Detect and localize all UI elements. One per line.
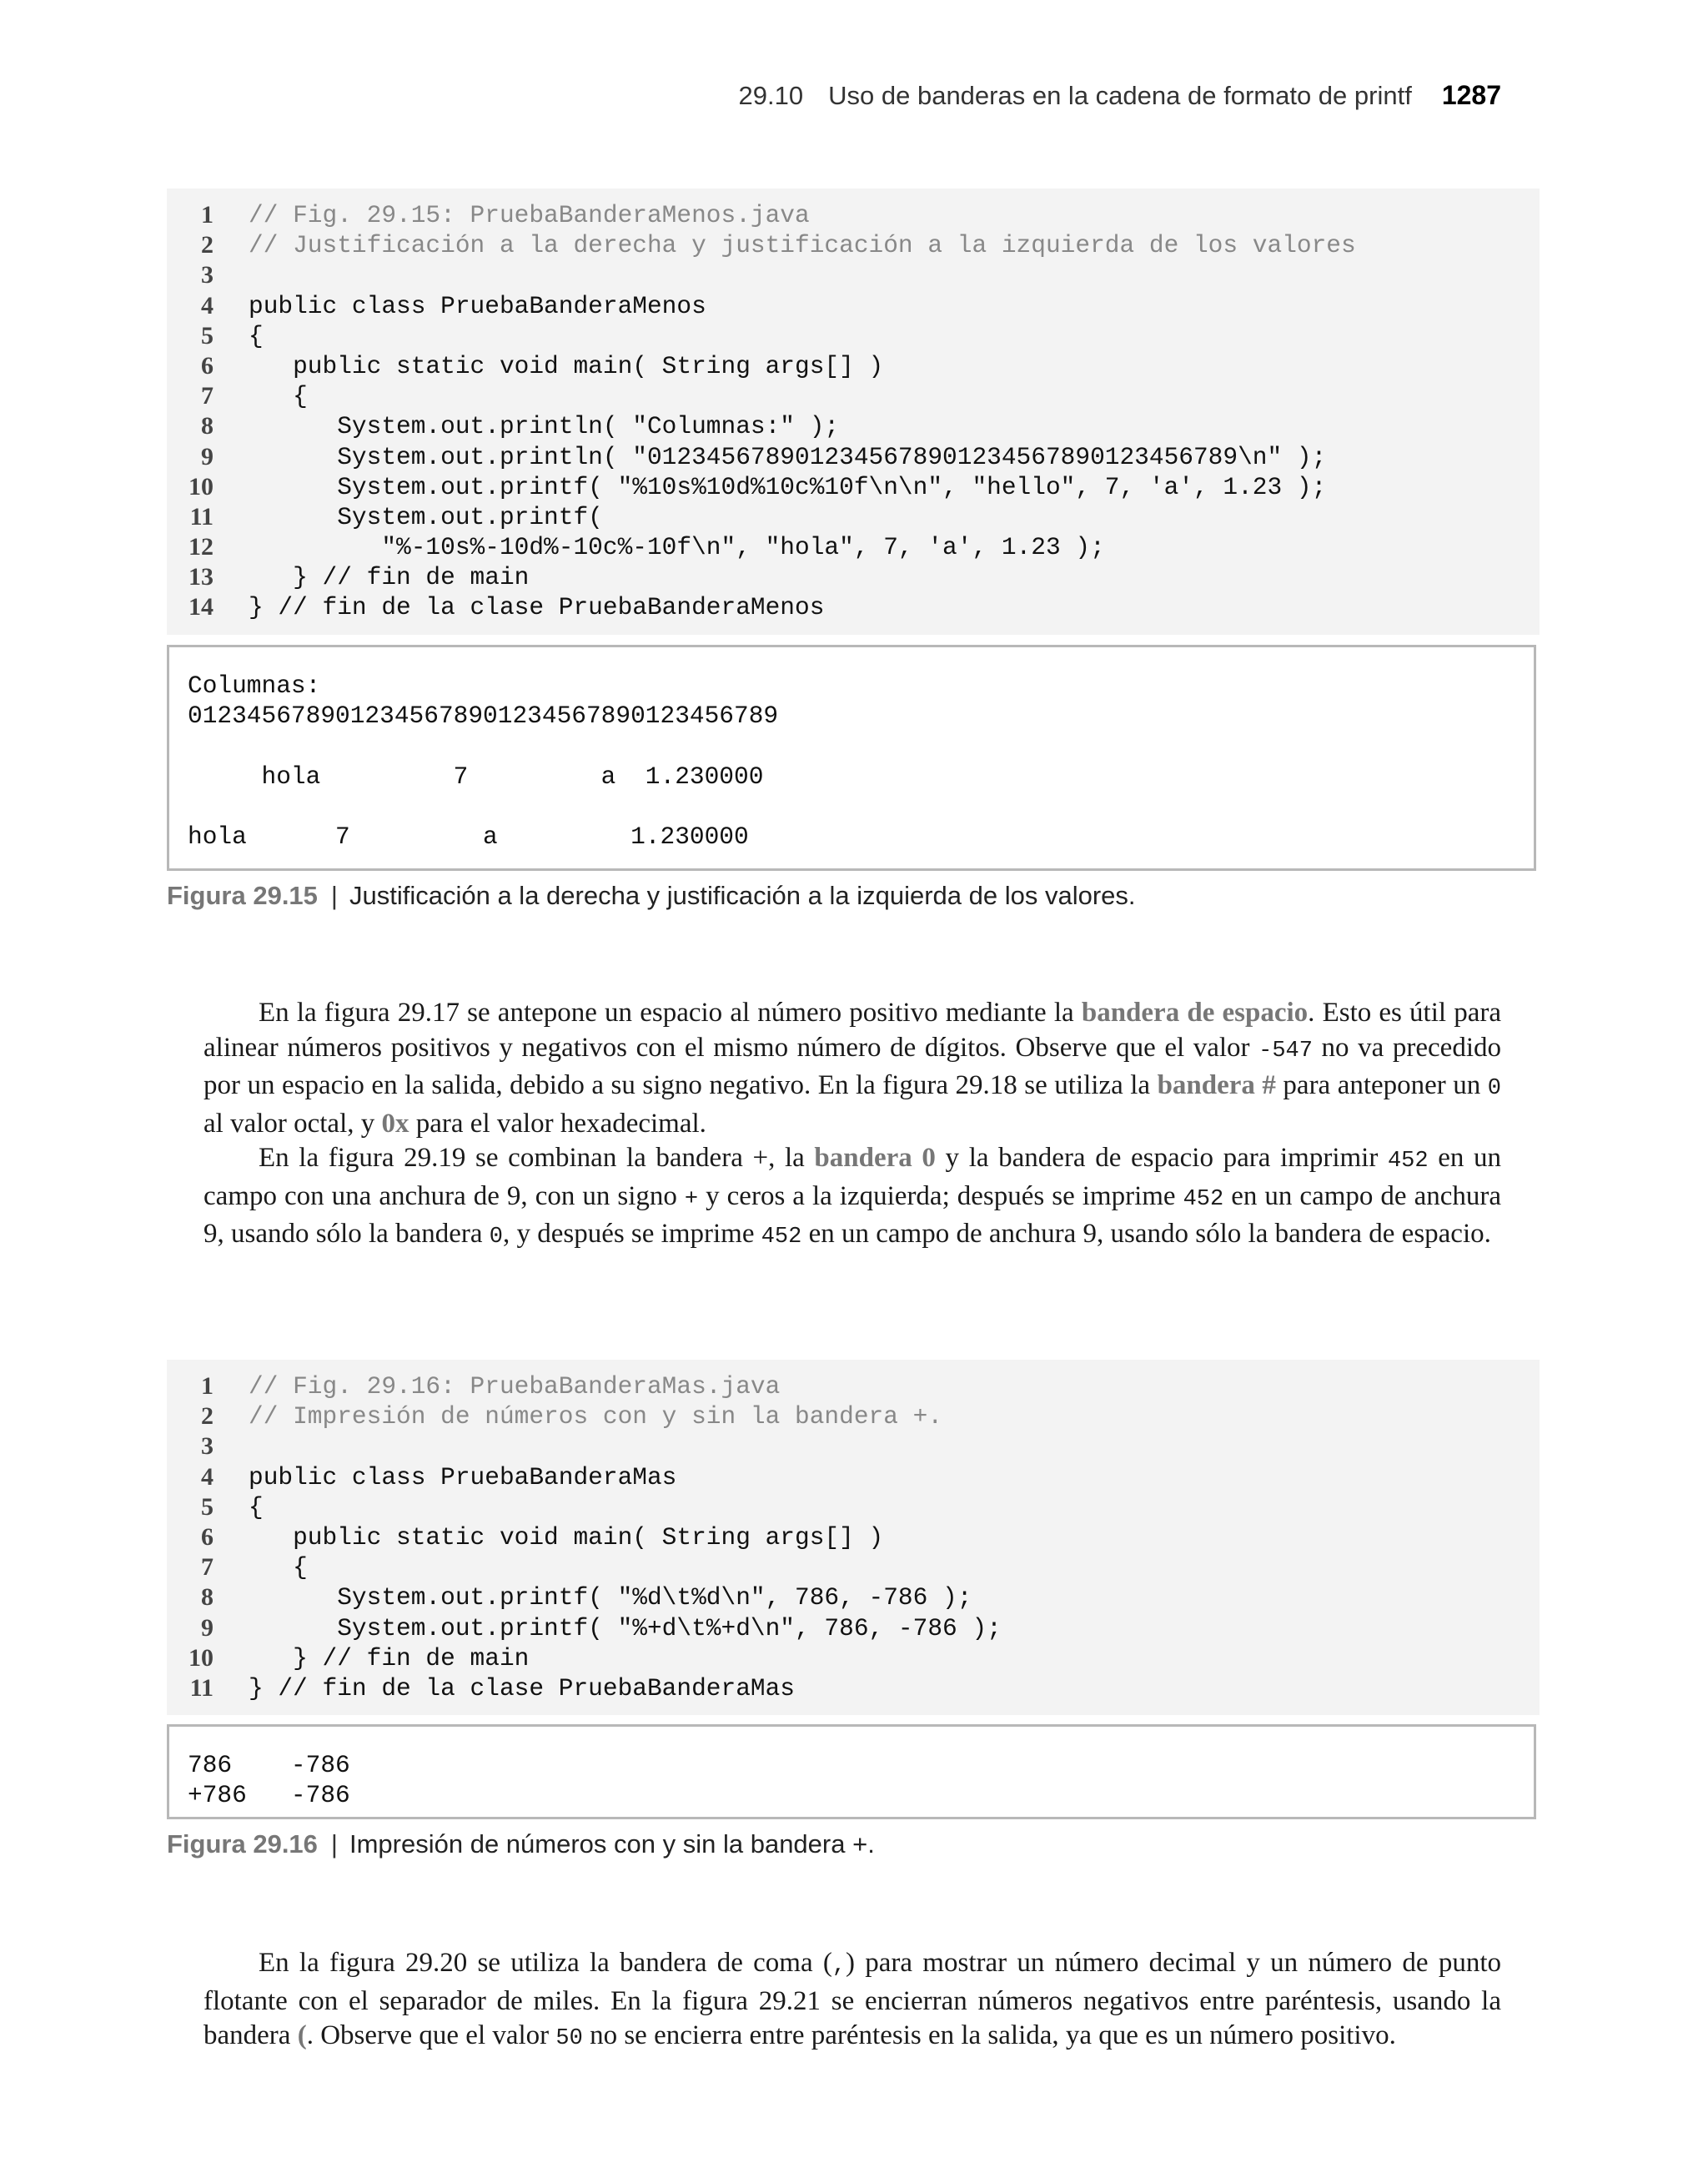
line-number: 11 [189,1673,214,1702]
line-number: 2 [201,231,214,259]
line-number: 10 [188,472,214,500]
paragraph: En la figura 29.19 se combinan la bandera +, la bandera 0 y la bandera de espacio para imprimir 452 en un campo con una anchura de 9, con un signo + y ceros a la izquierda; después se imprime 452 en un campo de anchura 9, usando sólo la bandera 0, y después se imprime 452 en un campo de anchura 9, usando sólo la bandera de espacio. [203,1143,1502,1250]
code-text: "%-10s%-10d%-10c%-10f\n", "hola", 7, 'a', 1.23 ); [249,533,1105,562]
code-text: System.out.printf( "%d\t%d\n", 786, -786 ); [249,1583,972,1612]
code-line [167,1552,1540,1582]
line-number: 1 [201,201,214,229]
code-text: public class PruebaBanderaMas [249,1462,677,1491]
line-number: 9 [201,1613,214,1642]
program-output-fig-29-16: 786 -786 +786 -786 [167,1724,1536,1819]
line-number: 8 [201,412,214,440]
code-line [167,1613,1540,1643]
code-line [167,1462,1540,1492]
code-text: public class PruebaBanderaMenos [249,291,706,320]
paragraph: En la figura 29.20 se utiliza la bandera de coma (,) para mostrar un número decimal y un número de punto flotante con el separador de miles. En la figura 29.21 se encierran números negativos entre paréntesis, usando la bandera (. Observe que el valor 50 no se encierra entre paréntesis en la salida, ya que es un número positivo. [203,1948,1501,2051]
code-line [167,230,1540,260]
line-number: 7 [201,1553,214,1582]
figure-caption-text: Impresión de números con y sin la bandera +. [349,1829,875,1859]
code-line [167,502,1540,532]
code-text: { [249,1492,264,1522]
figure-label: Figura 29.16 [167,1829,318,1859]
code-text: } // fin de main [249,1643,530,1672]
line-number: 14 [188,593,214,621]
code-line [167,381,1540,411]
line-number: 5 [201,1492,214,1521]
code-line [167,351,1540,381]
line-number: 6 [201,351,214,380]
line-number: 2 [201,1402,214,1431]
code-text: // Fig. 29.15: PruebaBanderaMenos.java [249,201,810,229]
code-line [167,1431,1540,1461]
code-line [167,1371,1540,1401]
code-text: { [249,321,264,350]
code-line [167,442,1540,472]
line-number: 3 [201,261,214,289]
code-line [167,260,1540,290]
code-line [167,532,1540,562]
code-listing-fig-29-15 [167,189,1540,635]
code-listing-fig-29-16 [167,1360,1540,1715]
code-text: // Fig. 29.16: PruebaBanderaMas.java [249,1372,781,1401]
code-text: { [249,382,308,411]
code-line [167,291,1540,321]
line-number: 4 [201,291,214,319]
line-number: 10 [188,1643,214,1672]
paragraph: En la figura 29.17 se antepone un espacio al número positivo mediante la bandera de espacio. Esto es útil para alinear números positivos y negativos con el mismo número de dígitos. Observe que el valor -547 no va precedido por un espacio en la salida, debido a su signo negativo. En la figura 29.18 se utiliza la bandera # para anteponer un 0 al valor octal, y 0x para el valor hexadecimal. [203,998,1501,1139]
code-text: System.out.printf( [249,502,603,531]
code-text: { [249,1553,308,1582]
code-text: public static void main( String args[] ) [249,351,884,380]
code-line [167,472,1540,502]
code-line [167,562,1540,592]
figure-caption-29-15: Figura 29.15 | Justificación a la derecha y justificación a la izquierda de los valores. [167,881,1136,910]
code-line [167,1582,1540,1612]
code-text: // Justificación a la derecha y justificación a la izquierda de los valores [249,231,1356,260]
line-number: 11 [189,502,214,531]
line-number: 3 [201,1432,214,1461]
code-text: public static void main( String args[] ) [249,1522,884,1552]
code-line [167,1673,1540,1703]
line-number: 12 [188,533,214,561]
line-number: 9 [201,442,214,470]
section-number: 29.10 [738,81,804,110]
code-line [167,411,1540,441]
code-line [167,1643,1540,1673]
line-number: 1 [201,1372,214,1400]
code-text: } // fin de la clase PruebaBanderaMas [249,1673,796,1703]
line-number: 4 [201,1462,214,1491]
figure-caption-text: Justificación a la derecha y justificación a la izquierda de los valores. [349,881,1136,910]
code-line [167,321,1540,351]
code-text: System.out.println( "0123456789012345678901234567890123456789\n" ); [249,442,1327,471]
code-text: // Impresión de números con y sin la bandera +. [249,1402,943,1431]
program-output-fig-29-15: Columnas: 0123456789012345678901234567890123456789 hola 7 a 1.230000 hola 7 a 1.230000 [167,645,1536,871]
body-text-1 [203,996,1501,1255]
page-number: 1287 [1441,80,1501,110]
line-number: 8 [201,1583,214,1612]
code-line [167,592,1540,622]
line-number: 7 [201,382,214,410]
running-header [739,80,1501,111]
code-line [167,1522,1540,1552]
figure-caption-29-16: Figura 29.16 | Impresión de números con y sin la bandera +. [167,1829,875,1859]
body-text-2 [203,1946,1501,2057]
code-text: } // fin de la clase PruebaBanderaMenos [249,593,825,622]
code-line [167,200,1540,230]
code-text: System.out.println( "Columnas:" ); [249,412,840,441]
section-title: Uso de banderas en la cadena de formato de printf [828,81,1412,110]
code-text: } // fin de main [249,563,530,592]
line-number: 13 [188,563,214,591]
code-text: System.out.printf( "%10s%10d%10c%10f\n\n", "hello", 7, 'a', 1.23 ); [249,472,1327,501]
code-line [167,1401,1540,1431]
line-number: 5 [201,321,214,350]
code-text: System.out.printf( "%+d\t%+d\n", 786, -786 ); [249,1613,1002,1642]
figure-label: Figura 29.15 [167,881,318,910]
line-number: 6 [201,1522,214,1551]
code-line [167,1492,1540,1522]
